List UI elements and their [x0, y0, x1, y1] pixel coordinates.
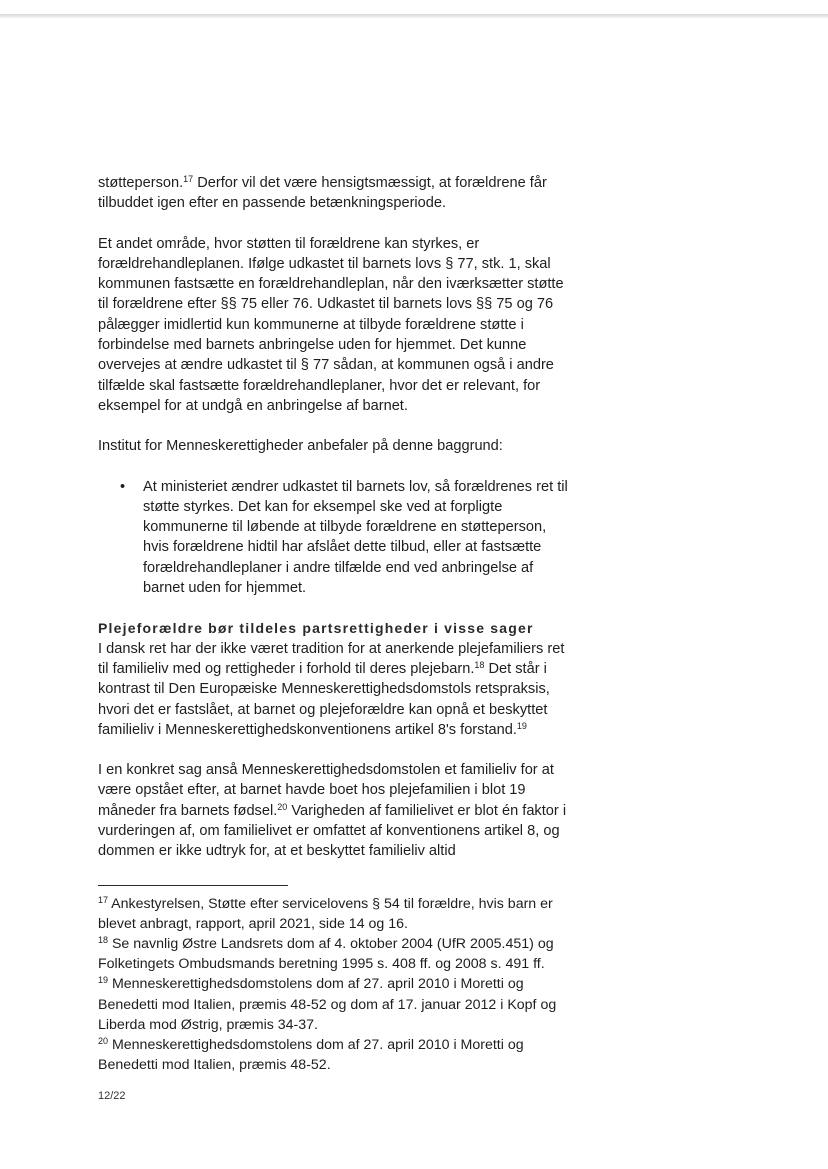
footnote-ref-18: 18	[474, 659, 485, 670]
footnote-text: Se navnlig Østre Landsrets dom af 4. oktober 2004 (UfR 2005.451) og Folketingets Ombudsmands beretning 1995 s. 408 ff. og 2008 s. 491 ff.	[98, 936, 554, 973]
footnote	[98, 974, 568, 1035]
list-item	[98, 477, 568, 599]
document-body	[98, 173, 568, 1075]
page-number: 12/22	[98, 1090, 126, 1102]
footnote-ref-17: 17	[183, 174, 194, 184]
footnote	[98, 1035, 568, 1075]
footnote-number: 18	[98, 935, 109, 946]
paragraph-1	[98, 173, 568, 214]
footnote-divider	[98, 885, 288, 886]
footnote-text: Menneskerettighedsdomstolens dom af 27. april 2010 i Moretti og Benedetti mod Italien, præmis 48-52.	[98, 1037, 524, 1074]
section-paragraph-2	[98, 760, 568, 861]
footnote-text: Menneskerettighedsdomstolens dom af 27. april 2010 i Moretti og Benedetti mod Italien, præmis 48-52 og dom af 17. januar 2012 i Kopf og Liberda mod Østrig, præmis 34-37.	[98, 976, 557, 1033]
paragraph-3: Institut for Menneskerettigheder anbefaler på denne baggrund:	[98, 438, 503, 455]
paragraph-1-text-a: støtteperson.	[98, 175, 184, 191]
footnote	[98, 894, 568, 934]
recommendation-list	[98, 477, 568, 599]
section-heading: Plejeforældre bør tildeles partsrettigheder i visse sager	[98, 620, 534, 637]
footnote-text: Ankestyrelsen, Støtte efter servicelovens § 54 til forældre, hvis barn er blevet anbragt, rapport, april 2021, side 14 og 16.	[98, 895, 553, 932]
section-paragraph-2-text-b: Varigheden af familielivet er blot én faktor i vurderingen af, om familielivet er omfattet af konventionens artikel 8, og dommen er ikke udtryk for, at et beskyttet familieliv altid	[98, 802, 567, 860]
footnote-number: 19	[98, 975, 109, 986]
list-item-text: At ministeriet ændrer udkastet til barnets lov, så forældrenes ret til støtte styrkes. Det kan for eksempel ske ved at forpligte kommunerne til løbende at tilbyde forældrene en støtteperson, hvis forældrene hidtil har afslået dette tilbud, eller at fastsætte forældrehandleplaner i andre tilfælde end ved anbringelse af barnet uden for hjemmet.	[143, 478, 568, 597]
section-paragraph-2-text-a: I en konkret sag anså Menneskerettighedsdomstolen et familieliv for at være opstået efter, at barnet havde boet hos plejefamilien i blot 19 måneder fra barnets fødsel.	[98, 762, 554, 819]
footnote-number: 20	[98, 1036, 109, 1047]
footnote	[98, 934, 568, 974]
footnote-ref-20: 20	[277, 801, 288, 812]
scan-edge	[0, 14, 828, 19]
footnote-ref-19: 19	[516, 720, 527, 731]
section-paragraph-1-text-b: Det står i kontrast til Den Europæiske Menneskerettighedsdomstols retspraksis, hvori det er fastslået, at barnet og plejeforældre kan opnå et beskyttet familieliv i Menneskerettighedskonventionens artikel 8's forstand.	[98, 660, 550, 738]
section-paragraph-1	[98, 639, 568, 740]
footnotes	[98, 894, 568, 1076]
section-paragraph-1-text-a: I dansk ret har der ikke været tradition for at anerkende plejefamiliers ret til familieliv med og rettigheder i forhold til deres plejebarn.	[98, 640, 565, 677]
bullet-marker: •	[120, 478, 126, 495]
paragraph-2: Et andet område, hvor støtten til forældrene kan styrkes, er forældrehandleplanen. Ifølge udkastet til barnets lovs § 77, stk. 1, skal kommunen fastsætte en forældrehandleplan, når den iværksætter støtte til forældrene efter §§ 75 eller 76. Udkastet til barnets lovs §§ 75 og 76 pålægger imidlertid kun kommunerne at tilbyde forældrene støtte i forbindelse med barnets anbringelse uden for hjemmet. Det kunne overvejes at ændre udkastet til § 77 sådan, at kommunen også i andre tilfælde skal fastsætte forældrehandleplaner, hvor det er relevant, for eksempel for at undgå en anbringelse af barnet.	[98, 235, 564, 414]
paragraph-1-text-b: Derfor vil det være hensigtsmæssigt, at forældrene får tilbuddet igen efter en passende betænkningsperiode.	[98, 175, 547, 212]
footnote-number: 17	[98, 894, 109, 905]
